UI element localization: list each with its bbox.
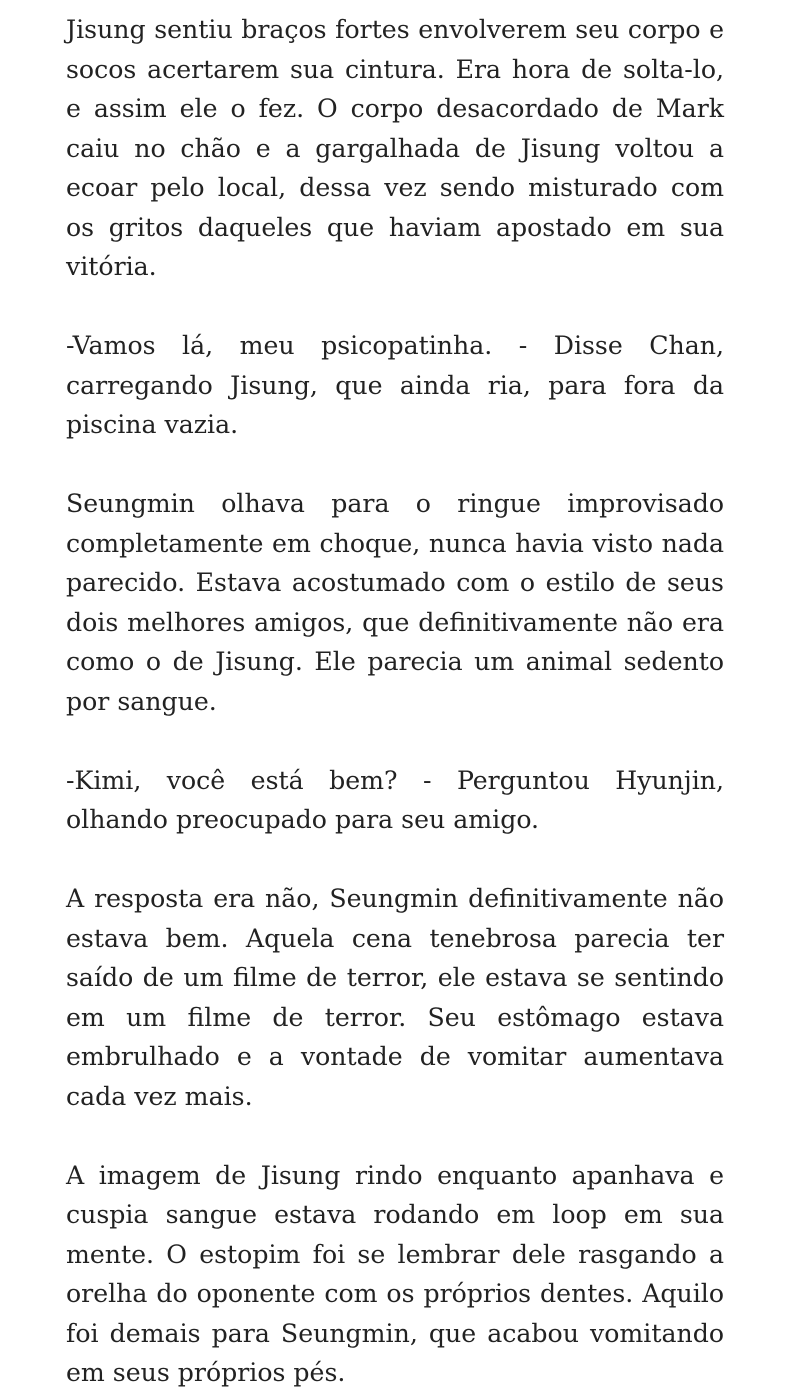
story-text [66,10,724,1393]
paragraph-3: Seungmin olhava para o ringue improvisado completamente em choque, nunca havia visto nada parecido. Estava acostumado com o estilo de seus dois melhores amigos, que definitivamente não era como o de Jisung. Ele parecia um animal sedento por sangue. [66,489,724,716]
paragraph-5: A resposta era não, Seungmin definitivamente não estava bem. Aquela cena tenebrosa parecia ter saído de um filme de terror, ele estava se sentindo em um filme de terror. Seu estômago estava embrulhado e a vontade de vomitar aumentava cada vez mais. [66,884,724,1111]
paragraph-6: A imagem de Jisung rindo enquanto apanhava e cuspia sangue estava rodando em loop em sua mente. O estopim foi se lembrar dele rasgando a orelha do oponente com os próprios dentes. Aquilo foi demais para Seungmin, que acabou vomitando em seus próprios pés. [66,1160,724,1387]
paragraph-4: -Kimi, você está bem? - Perguntou Hyunjin, olhando preocupado para seu amigo. [66,765,724,834]
paragraph-2: -Vamos lá, meu psicopatinha. - Disse Chan, carregando Jisung, que ainda ria, para fora da piscina vazia. [66,331,724,439]
paragraph-1: Jisung sentiu braços fortes envolverem seu corpo e socos acertarem sua cintura. Era hora de solta-lo, e assim ele o fez. O corpo desacordado de Mark caiu no chão e a gargalhada de Jisung voltou a ecoar pelo local, dessa vez sendo misturado com os gritos daqueles que haviam apostado em sua vitória. [66,15,724,281]
